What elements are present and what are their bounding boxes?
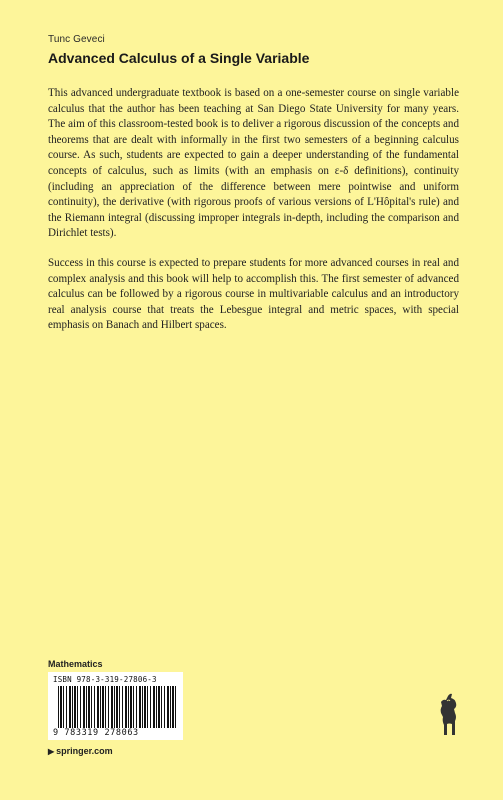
description-paragraph-2: Success in this course is expected to prepare students for more advanced courses in real and complex analysis and this book will help to accomplish this. The first semester of advanced calculus can be followed by a rigorous course in multivariable calculus and an introductory real analysis course that treats the Lebesgue integral and metric spaces, with special emphasis on Banach and Hilbert spaces.: [48, 256, 459, 332]
publisher-url: springer.com: [56, 746, 113, 756]
subject-category: Mathematics: [48, 659, 103, 669]
description-paragraph-1: This advanced undergraduate textbook is based on a one-semester course on single variable calculus that the author has been teaching at San Diego State University for many years. The aim of this classroom-tested book is to deliver a rigorous discussion of the concepts and theorems that are dealt with informally in the first two semesters of a beginning calculus course. As such, students are expected to gain a deeper understanding of the fundamental concepts of calculus, such as limits (with an emphasis on ε-δ definitions), continuity (including an appreciation of the difference between mere pointwise and uniform continuity), the derivative (with rigorous proofs of various versions of L'Hôpital's rule) and the Riemann integral (discussing improper integrals in-depth, including the comparison and Dirichlet tests).: [48, 87, 459, 240]
description: [48, 86, 459, 348]
isbn-barcode: [48, 672, 183, 740]
triangle-arrow-icon: ▶: [48, 747, 55, 756]
barcode-icon: [58, 686, 176, 728]
isbn-label: ISBN 978-3-319-27806-3: [53, 675, 157, 684]
book-title: Advanced Calculus of a Single Variable: [48, 50, 310, 66]
springer-horse-logo-icon: [438, 691, 460, 737]
barcode-digits: 9 783319 278063: [53, 728, 139, 738]
author-name: Tunc Geveci: [48, 34, 105, 45]
publisher-link[interactable]: [48, 746, 113, 756]
